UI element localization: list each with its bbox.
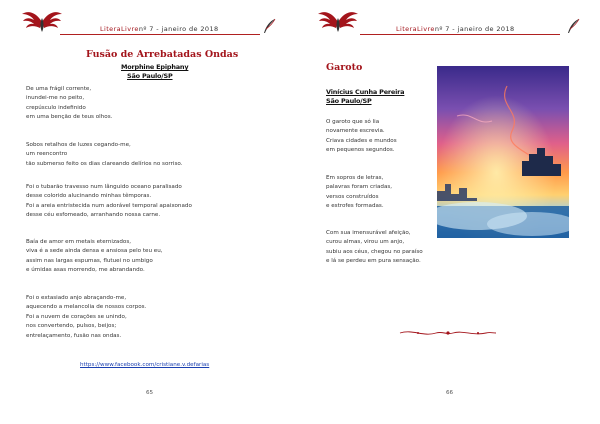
verse-line: Foi o extasiado anjo abraçando-me,: [26, 295, 127, 301]
page-number: 65: [146, 390, 154, 396]
poem-location: São Paulo/SP: [127, 72, 173, 80]
magazine-name: LiteraLivre: [396, 25, 435, 33]
verse-line: e estrofes formadas.: [326, 203, 384, 210]
verse-line: curou almas, virou um anjo,: [326, 239, 405, 246]
verse-line: Baía de amor em metais eternizados,: [26, 239, 132, 245]
verse-line: desse colorido alucinando minhas têmporas.: [26, 193, 152, 200]
stanza-1: [326, 118, 397, 156]
stanza-2: [26, 141, 182, 169]
verse-line: aquecendo a melancolia de nossos corpos.: [26, 304, 147, 311]
verse-line: novamente escrevia.: [326, 128, 385, 135]
page-header: [396, 25, 515, 33]
magazine-wings-logo: [22, 8, 62, 34]
magazine-wings-logo: [318, 8, 358, 34]
verse-line: um reencontro: [26, 151, 68, 158]
stanza-2: [326, 174, 392, 212]
verse-line: crepúsculo indefinido: [26, 104, 86, 111]
verse-line: nos convertendo, pulsos, beijos;: [26, 323, 117, 330]
verse-line: tão submerso feito os dias clareando delírios no sorriso.: [26, 160, 183, 167]
verse-line: desse céu esfomeado, arranhando nossa carne.: [26, 212, 161, 219]
stanza-3: [26, 183, 192, 221]
verse-line: em pequenos segundos.: [326, 147, 395, 154]
verse-line: Com sua imensurável afeição,: [326, 230, 411, 236]
poem-illustration: [437, 66, 569, 238]
verse-line: Criava cidades e mundos: [326, 137, 397, 144]
ornamental-divider: [398, 327, 498, 339]
quill-icon: [262, 18, 276, 34]
poem-author: Morphine Epiphany: [121, 63, 189, 71]
verse-line: e úmidas asas morrendo, me abrandando.: [26, 267, 145, 274]
verse-line: O garoto que só lia: [326, 119, 380, 125]
verse-line: Foi o tubarão travesso num lânguido oceano paralisado: [26, 184, 182, 190]
verse-line: palavras foram criadas,: [326, 184, 393, 191]
verse-line: Em sopros de letras,: [326, 175, 384, 181]
facebook-link[interactable]: https://www.facebook.com/cristiane.v.defarias: [80, 362, 210, 368]
edition-label: nº 7 - janeiro de 2018: [138, 25, 219, 33]
poem-location: São Paulo/SP: [326, 97, 372, 105]
verse-line: versos construídos: [326, 193, 379, 200]
verse-line: Foi a nuvem de corações se unindo,: [26, 313, 127, 320]
stanza-4: [26, 238, 163, 276]
magazine-name: LiteraLivre: [100, 25, 139, 33]
verse-line: e lá se perdeu em pura sensação.: [326, 258, 421, 265]
quill-icon: [566, 18, 580, 34]
verse-line: assim nas largas espumas, flutuei no umbigo: [26, 257, 153, 264]
page-header: [100, 25, 219, 33]
verse-line: em uma benção de teus olhos.: [26, 114, 113, 121]
edition-label: nº 7 - janeiro de 2018: [434, 25, 515, 33]
header-divider: [360, 34, 560, 35]
poem-title: Garoto: [326, 62, 363, 73]
verse-line: viva é a sede ainda densa e ansiosa pelo teu eu,: [26, 248, 163, 255]
header-divider: [60, 34, 260, 35]
verse-line: entrelaçamento, fusão nas ondas.: [26, 332, 122, 339]
verse-line: inundei-me no peito,: [26, 95, 85, 102]
verse-line: Sobos retalhos de luzes cegando-me,: [26, 142, 131, 148]
verse-line: De uma frágil corrente,: [26, 86, 92, 92]
poem-title: Fusão de Arrebatadas Ondas: [86, 49, 239, 60]
page-number: 66: [446, 390, 454, 396]
stanza-5: [26, 294, 146, 341]
verse-line: Foi a areia entristecida num adorável temporal apaixonado: [26, 202, 192, 209]
poem-author: Vinícius Cunha Pereira: [326, 88, 405, 96]
stanza-3: [326, 229, 423, 267]
stanza-1: [26, 85, 112, 123]
verse-line: subiu aos céus, chegou no paraíso: [326, 248, 423, 255]
